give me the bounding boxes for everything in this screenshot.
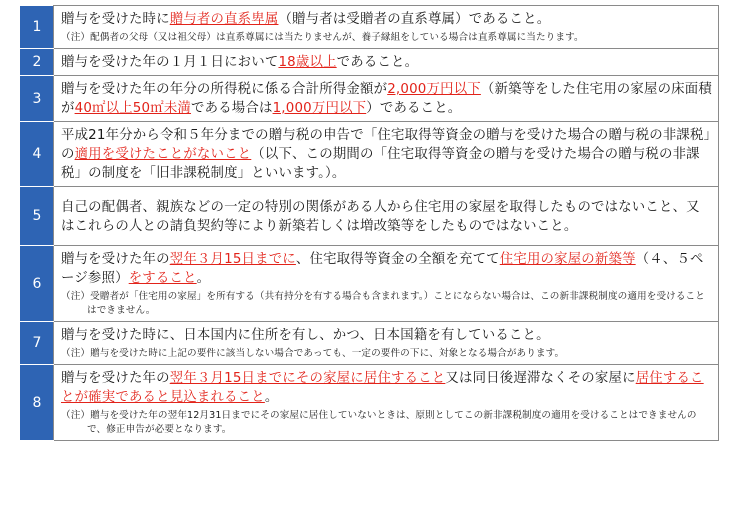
requirement-row — [21, 49, 719, 76]
requirement-description — [54, 76, 719, 122]
requirement-text-segment: （新築等をした住宅用の家屋の床面積が — [61, 82, 712, 116]
requirement-main-text — [61, 53, 712, 72]
requirement-number: 6 — [21, 246, 54, 322]
requirement-text-segment: （以下、この期間の「住宅取得等資金の贈与を受けた場合の贈与税の非課税」の制度を「旧非課税制度」といいます。）。 — [61, 147, 700, 181]
highlighted-requirement-text: 2,000万円以下 — [387, 82, 481, 97]
requirement-text-segment: 。 — [196, 271, 211, 286]
requirement-note — [61, 409, 712, 437]
requirement-text-segment: 、住宅取得等資金の全額を充てて — [295, 252, 500, 267]
requirement-text-segment: 贈与を受けた時に、日本国内に住所を有し、かつ、日本国籍を有していること。 — [61, 328, 550, 343]
requirements-list — [20, 5, 719, 441]
requirement-text-segment: （４、５ページ参照） — [61, 252, 704, 286]
requirement-description — [54, 246, 719, 322]
requirement-text-segment: （贈与者は受贈者の直系尊属）であること。 — [278, 12, 551, 27]
highlighted-requirement-text: 贈与者の直系卑属 — [169, 12, 279, 27]
requirement-row — [21, 365, 719, 441]
requirement-text-segment: （注）配偶者の父母（又は祖父母）は直系尊属には当たりませんが、養子縁組をしている場合は直系尊属に当たります。 — [61, 32, 584, 43]
requirement-number: 3 — [21, 76, 54, 122]
requirement-row — [21, 6, 719, 49]
requirement-note — [61, 347, 712, 361]
requirement-text-segment: （注）贈与を受けた時に上記の要件に該当しない場合であっても、一定の要件の下に、対象となる場合があります。 — [61, 348, 565, 359]
requirement-text-segment: 贈与を受けた年の年分の所得税に係る合計所得金額が — [61, 82, 388, 97]
requirement-row — [21, 246, 719, 322]
requirement-row — [21, 187, 719, 246]
requirements-table — [20, 5, 719, 441]
requirement-main-text — [61, 80, 712, 118]
requirement-main-text — [61, 369, 712, 407]
requirement-text-segment: （注）贈与を受けた年の翌年12月31日までにその家屋に居住していないときは、原則としてこの新非課税制度の適用を受けることはできませんので、修正申告が必要となります。 — [61, 410, 697, 435]
requirement-description — [54, 322, 719, 365]
requirement-text-segment: ）であること。 — [366, 101, 462, 116]
requirement-text-segment: 贈与を受けた年の — [61, 252, 170, 267]
requirement-text-segment: （注）受贈者が「住宅用の家屋」を所有する（共有持分を有する場合も含まれます。）ことにならない場合は、この新非課税制度の適用を受けることはできません。 — [61, 291, 705, 316]
requirement-number: 2 — [21, 49, 54, 76]
requirement-description — [54, 365, 719, 441]
requirement-row — [21, 76, 719, 122]
requirement-text-segment: 贈与を受けた時に — [61, 12, 170, 27]
highlighted-requirement-text: 1,000万円以下 — [272, 101, 367, 116]
highlighted-requirement-text: 40㎡以上50㎡未満 — [74, 101, 192, 116]
requirement-main-text — [61, 326, 712, 345]
requirement-number: 7 — [21, 322, 54, 365]
requirement-note — [61, 31, 712, 45]
requirement-text-segment: であること。 — [336, 55, 419, 70]
requirement-main-text — [61, 250, 712, 288]
requirements-table-body — [21, 6, 719, 441]
requirement-note — [61, 290, 712, 318]
highlighted-requirement-text: 翌年３月15日までに — [169, 252, 296, 267]
requirement-text-segment: 又は同日後遅滞なくその家屋に — [445, 371, 636, 386]
requirement-description — [54, 187, 719, 246]
highlighted-requirement-text: をすること — [128, 271, 197, 286]
requirement-text-segment: 自己の配偶者、親族などの一定の特別の関係がある人から住宅用の家屋を取得したものではないこと、又はこれらの人との請負契約等により新築若しくは増改築等をしたものではないこと。 — [61, 199, 700, 234]
requirement-text-segment: 贈与を受けた年の — [61, 371, 170, 386]
requirement-description — [54, 49, 719, 76]
requirement-description — [54, 6, 719, 49]
highlighted-requirement-text: 18歳以上 — [278, 55, 337, 70]
requirement-text-segment: 贈与を受けた年の１月１日において — [61, 55, 279, 70]
highlighted-requirement-text: 住宅用の家屋の新築等 — [499, 252, 636, 267]
highlighted-requirement-text: 居住することが確実であると見込まれること — [61, 371, 704, 405]
requirement-number: 4 — [21, 122, 54, 187]
requirement-row — [21, 322, 719, 365]
requirement-text-segment: 。 — [264, 390, 279, 405]
requirement-text-segment: である場合は — [191, 101, 273, 116]
requirement-row — [21, 122, 719, 187]
requirement-main-text — [61, 10, 712, 29]
requirement-text-segment: 平成21年分から令和５年分までの贈与税の申告で「住宅取得等資金の贈与を受けた場合の贈与税の非課税」の — [61, 128, 711, 162]
requirement-main-text — [61, 126, 712, 183]
requirement-number: 1 — [21, 6, 54, 49]
requirement-number: 8 — [21, 365, 54, 441]
requirement-description — [54, 122, 719, 187]
requirement-number: 5 — [21, 187, 54, 246]
highlighted-requirement-text: 翌年３月15日までにその家屋に居住すること — [169, 371, 446, 386]
requirement-main-text — [61, 198, 712, 236]
highlighted-requirement-text: 適用を受けたことがないこと — [74, 147, 252, 162]
